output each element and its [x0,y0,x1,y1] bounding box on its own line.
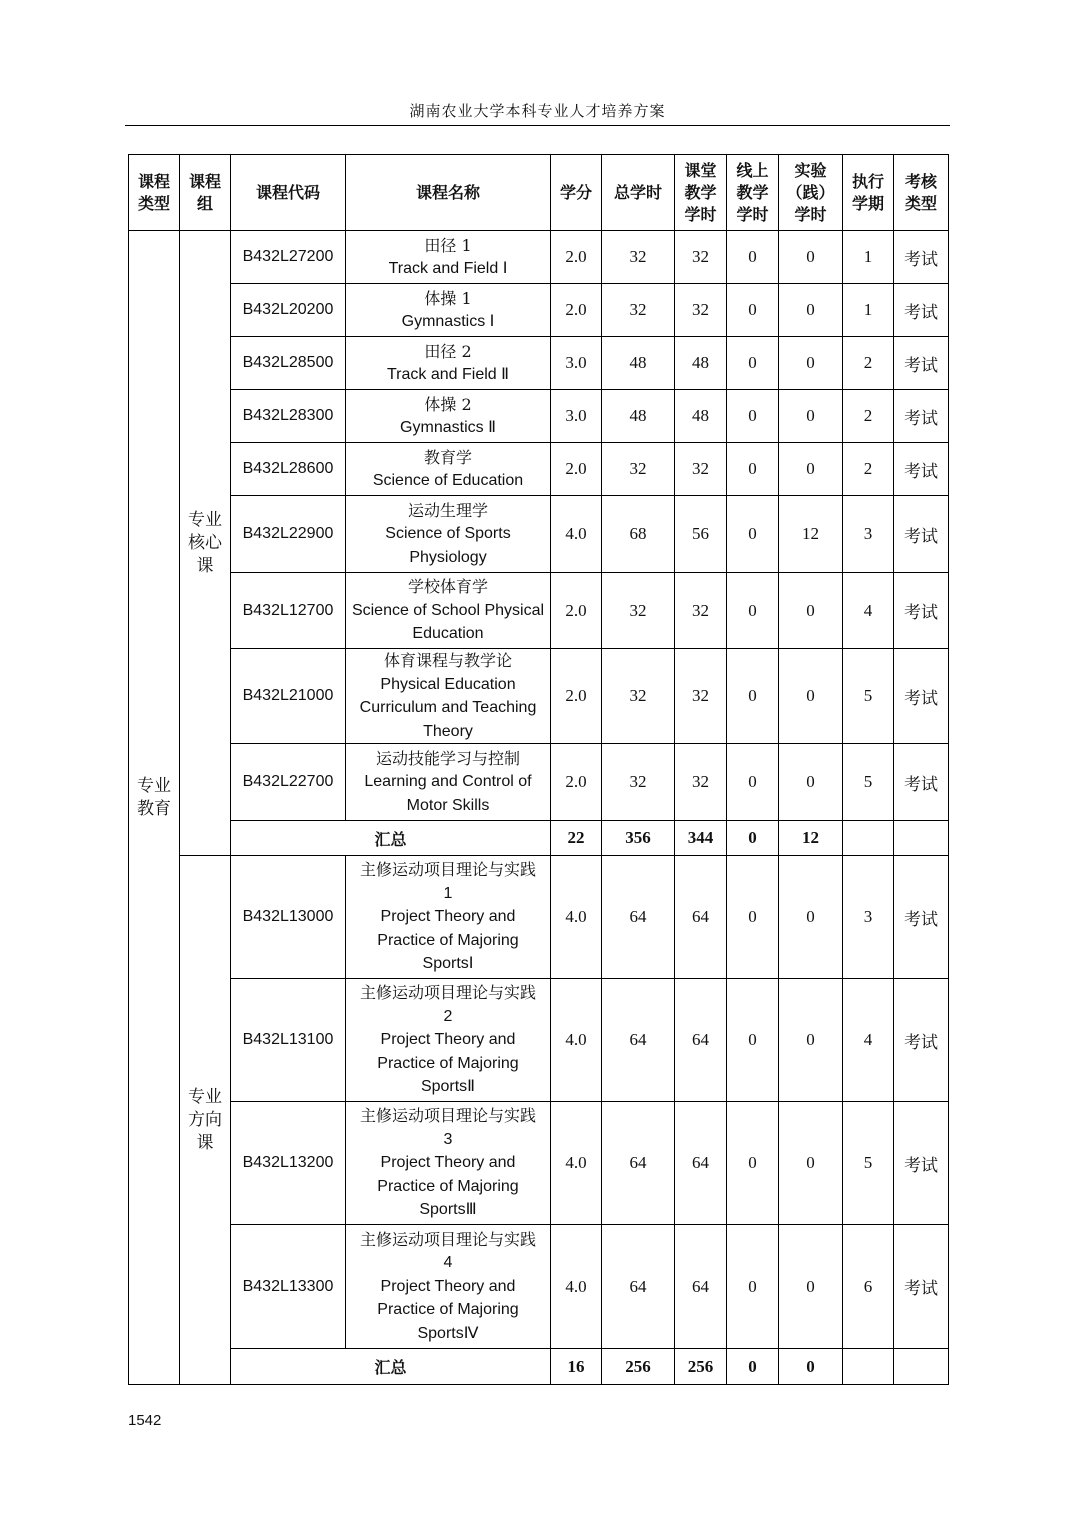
table-row [129,443,949,496]
online-hours-cell: 0 [727,744,779,821]
course-group-label-line: 专业 [188,1086,222,1107]
lab-hours-cell: 0 [779,744,843,821]
course-code: B432L13300 [231,1225,346,1349]
class-hours-cell: 64 [675,979,727,1102]
summary-row [129,821,949,856]
course-name-line: 田径 2 [424,341,472,361]
total-hours-cell: 48 [602,390,675,443]
semester-cell: 2 [843,390,894,443]
class-hours-cell: 32 [675,443,727,496]
online-hours-cell: 0 [727,856,779,979]
course-name-line: Project Theory and [380,1031,516,1049]
lab-hours-cell: 0 [779,649,843,744]
course-name-line: Project Theory and [380,1277,516,1295]
exam-type-cell: 考试 [894,979,949,1102]
course-name-line: Track and Field Ⅱ [387,366,509,383]
class-hours-cell: 48 [675,337,727,390]
course-name-line: 主修运动项目理论与实践 [359,983,536,1003]
course-group-cell [180,856,231,1385]
total-hours-cell: 32 [602,649,675,744]
semester-cell: 6 [843,1225,894,1349]
table-row [129,496,949,573]
course-name-line: SportsⅡ [420,1078,476,1096]
course-name-line: 主修运动项目理论与实践 [359,860,536,880]
course-name-line: 4 [443,1254,453,1272]
credit-cell: 2.0 [551,649,602,744]
exam-type-cell: 考试 [894,496,949,573]
summary-row [129,1349,949,1385]
table-row [129,856,949,979]
course-name-line: 体操 2 [424,394,472,414]
exam-type-cell: 考试 [894,337,949,390]
course-group-label-line: 核心 [188,532,222,553]
online-hours-cell: 0 [727,649,779,744]
lab-hours-cell: 0 [779,573,843,649]
online-hours-cell: 0 [727,979,779,1102]
online-hours-cell: 0 [727,231,779,284]
summary-lab-hours: 0 [779,1349,843,1385]
semester-cell: 1 [843,231,894,284]
semester-cell: 1 [843,284,894,337]
course-name-line: Practice of Majoring [377,1054,519,1072]
summary-label: 汇总 [231,821,551,856]
table-row [129,979,949,1102]
course-name-line: Education [412,625,484,643]
credit-cell: 4.0 [551,979,602,1102]
credit-cell: 4.0 [551,496,602,573]
credit-cell: 4.0 [551,856,602,979]
course-code: B432L22900 [231,496,346,573]
exam-type-cell: 考试 [894,573,949,649]
lab-hours-cell: 0 [779,1102,843,1225]
total-hours-cell: 32 [602,744,675,821]
exam-type-cell: 考试 [894,284,949,337]
class-hours-cell: 56 [675,496,727,573]
semester-cell: 5 [843,649,894,744]
summary-semester-empty [843,821,894,856]
course-code: B432L12700 [231,573,346,649]
course-name [346,979,551,1102]
total-hours-cell: 68 [602,496,675,573]
table-row [129,390,949,443]
course-name-line: Science of School Physical [351,601,545,619]
column-header-semester: 执行 学期 [843,155,894,231]
course-name-line: SportsⅣ [417,1324,479,1342]
total-hours-cell: 48 [602,337,675,390]
table-row [129,284,949,337]
column-header-total-hours: 总学时 [602,155,675,231]
summary-online-hours: 0 [727,821,779,856]
course-name-line: Practice of Majoring [377,1301,519,1319]
total-hours-cell: 32 [602,443,675,496]
course-name [346,443,551,496]
exam-type-cell: 考试 [894,231,949,284]
total-hours-cell: 32 [602,231,675,284]
semester-cell: 4 [843,979,894,1102]
class-hours-cell: 32 [675,744,727,821]
semester-cell: 2 [843,443,894,496]
class-hours-cell: 48 [675,390,727,443]
summary-lab-hours: 12 [779,821,843,856]
course-code: B432L13000 [231,856,346,979]
course-name-line: 3 [443,1130,453,1148]
online-hours-cell: 0 [727,390,779,443]
course-name [346,1225,551,1349]
course-name-line: 1 [443,884,453,902]
semester-cell: 3 [843,856,894,979]
lab-hours-cell: 0 [779,443,843,496]
course-name-line: 田径 1 [424,235,472,255]
class-hours-cell: 64 [675,1225,727,1349]
column-header-exam-type: 考核 类型 [894,155,949,231]
class-hours-cell: 32 [675,231,727,284]
total-hours-cell: 64 [602,1225,675,1349]
semester-cell: 2 [843,337,894,390]
online-hours-cell: 0 [727,573,779,649]
course-name-line: Theory [423,722,473,740]
course-name [346,856,551,979]
course-group-label-line: 方向 [188,1109,222,1130]
course-name-line: 体操 1 [424,288,472,308]
credit-cell: 2.0 [551,443,602,496]
course-group-cell [180,231,231,856]
lab-hours-cell: 0 [779,337,843,390]
column-header-name: 课程名称 [346,155,551,231]
exam-type-cell: 考试 [894,744,949,821]
lab-hours-cell: 0 [779,231,843,284]
column-header-class-hours: 课堂 教学 学时 [675,155,727,231]
total-hours-cell: 32 [602,284,675,337]
course-name-line: Practice of Majoring [377,931,519,949]
lab-hours-cell: 0 [779,390,843,443]
column-header-course-type: 课程 类型 [129,155,180,231]
online-hours-cell: 0 [727,443,779,496]
course-name-line: Motor Skills [406,796,490,814]
table-row [129,573,949,649]
course-name-line: Physiology [409,548,487,566]
total-hours-cell: 64 [602,979,675,1102]
credit-cell: 2.0 [551,573,602,649]
online-hours-cell: 0 [727,1102,779,1225]
summary-label: 汇总 [231,1349,551,1385]
class-hours-cell: 64 [675,856,727,979]
course-name [346,231,551,284]
course-group-label-line: 课 [196,555,214,576]
course-name [346,1102,551,1225]
course-code: B432L21000 [231,649,346,744]
course-name [346,337,551,390]
summary-credit: 22 [551,821,602,856]
exam-type-cell: 考试 [894,856,949,979]
course-name-line: Physical Education [380,675,516,693]
course-name [346,744,551,821]
course-name-line: Gymnastics Ⅱ [400,419,496,436]
semester-cell: 3 [843,496,894,573]
course-name-line: Learning and Control of [364,773,532,791]
course-name-line: Project Theory and [380,908,516,926]
credit-cell: 4.0 [551,1102,602,1225]
course-name-line: Project Theory and [380,1154,516,1172]
online-hours-cell: 0 [727,337,779,390]
column-header-course-group: 课程 组 [180,155,231,231]
semester-cell: 5 [843,1102,894,1225]
total-hours-cell: 64 [602,856,675,979]
class-hours-cell: 32 [675,649,727,744]
course-code: B432L13100 [231,979,346,1102]
course-code: B432L13200 [231,1102,346,1225]
course-group-label-line: 课 [196,1132,214,1153]
summary-online-hours: 0 [727,1349,779,1385]
class-hours-cell: 64 [675,1102,727,1225]
course-name-line: 2 [443,1007,453,1025]
page-number: 1542 [128,1412,162,1429]
summary-class-hours: 344 [675,821,727,856]
course-name-line: 运动生理学 [407,500,488,520]
course-name-line: Practice of Majoring [377,1177,519,1195]
credit-cell: 2.0 [551,284,602,337]
semester-cell: 5 [843,744,894,821]
column-header-lab-hours: 实验 （践） 学时 [779,155,843,231]
column-header-online-hours: 线上 教学 学时 [727,155,779,231]
table-row [129,744,949,821]
course-name-line: 运动技能学习与控制 [375,748,520,768]
credit-cell: 2.0 [551,744,602,821]
table-header-row [129,155,949,231]
course-name [346,649,551,744]
course-name-line: SportsⅢ [419,1201,477,1219]
course-type-label: 专业教育 [137,775,171,819]
course-code: B432L20200 [231,284,346,337]
summary-exam-empty [894,1349,949,1385]
semester-cell: 4 [843,573,894,649]
summary-class-hours: 256 [675,1349,727,1385]
summary-credit: 16 [551,1349,602,1385]
course-name-line: 学校体育学 [407,577,488,597]
exam-type-cell: 考试 [894,1102,949,1225]
exam-type-cell: 考试 [894,649,949,744]
lab-hours-cell: 0 [779,284,843,337]
online-hours-cell: 0 [727,496,779,573]
lab-hours-cell: 0 [779,1225,843,1349]
exam-type-cell: 考试 [894,390,949,443]
table-row [129,1102,949,1225]
header-divider [125,125,950,126]
summary-semester-empty [843,1349,894,1385]
course-code: B432L27200 [231,231,346,284]
course-name [346,284,551,337]
course-name-line: Track and Field Ⅰ [388,260,508,277]
credit-cell: 3.0 [551,337,602,390]
course-name-line: Gymnastics Ⅰ [401,313,495,330]
class-hours-cell: 32 [675,284,727,337]
total-hours-cell: 64 [602,1102,675,1225]
credit-cell: 3.0 [551,390,602,443]
table-row [129,231,949,284]
course-name-line: 体育课程与教学论 [383,651,512,670]
exam-type-cell: 考试 [894,1225,949,1349]
course-name [346,496,551,573]
credit-cell: 2.0 [551,231,602,284]
summary-total-hours: 356 [602,821,675,856]
course-code: B432L28300 [231,390,346,443]
table-row [129,337,949,390]
course-code: B432L28500 [231,337,346,390]
curriculum-table [128,154,949,1385]
lab-hours-cell: 0 [779,979,843,1102]
column-header-credit: 学分 [551,155,602,231]
exam-type-cell: 考试 [894,443,949,496]
summary-total-hours: 256 [602,1349,675,1385]
column-header-code: 课程代码 [231,155,346,231]
course-name-line: Science of Education [372,472,524,489]
online-hours-cell: 0 [727,1225,779,1349]
course-name-line: 主修运动项目理论与实践 [359,1106,536,1126]
class-hours-cell: 32 [675,573,727,649]
total-hours-cell: 32 [602,573,675,649]
summary-exam-empty [894,821,949,856]
course-name-line: Curriculum and Teaching [359,699,537,716]
table-row [129,649,949,744]
credit-cell: 4.0 [551,1225,602,1349]
table-row [129,1225,949,1349]
course-name [346,390,551,443]
course-code: B432L22700 [231,744,346,821]
lab-hours-cell: 12 [779,496,843,573]
course-type-cell [129,231,180,1385]
course-name [346,573,551,649]
lab-hours-cell: 0 [779,856,843,979]
online-hours-cell: 0 [727,284,779,337]
course-name-line: Science of Sports [385,525,511,543]
course-code: B432L28600 [231,443,346,496]
course-name-line: SportsⅠ [422,955,474,973]
page-header-title: 湖南农业大学本科专业人才培养方案 [409,102,666,120]
course-name-line: 教育学 [423,447,472,467]
course-name-line: 主修运动项目理论与实践 [359,1229,536,1249]
course-group-label-line: 专业 [188,509,222,530]
